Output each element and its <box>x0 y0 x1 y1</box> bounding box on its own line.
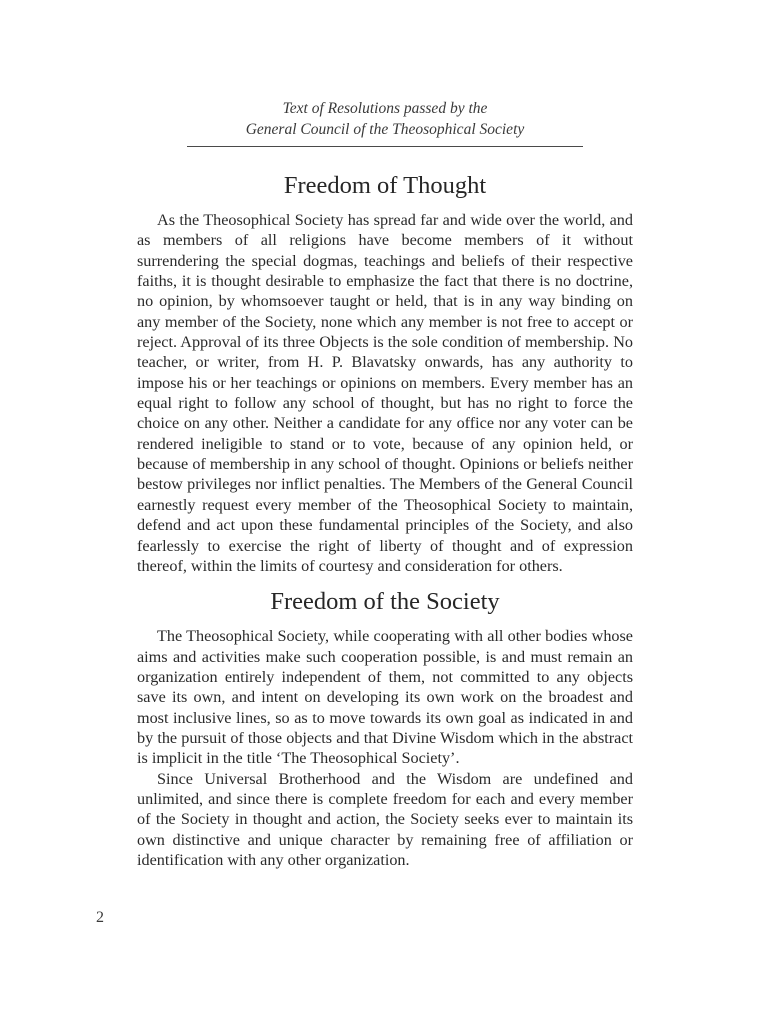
section-title: Freedom of Thought <box>283 172 487 199</box>
running-header <box>187 98 583 140</box>
page-body <box>137 166 633 870</box>
paragraph: The Theosophical Society, while cooperating with all other bodies whose aims and activities make such cooperation possible, is and must remain an organization entirely independent of them, not committed to any objects save its own, and intent on developing its own work on the broadest and most inclusive lines, so as to move towards its own goal as indicated in and by the pursuit of those objects and that Divine Wisdom which in the abstract is implicit in the title ‘The Theosophical Society’. <box>137 627 633 768</box>
paragraph: Since Universal Brotherhood and the Wisdom are undefined and unlimited, and since there is complete freedom for each and every member of the Society in thought and action, the Society seeks ever to maintain its own distinctive and unique character by remaining free of affiliation or identification with any other organization. <box>137 769 633 869</box>
section-freedom-of-the-society <box>137 582 633 870</box>
header-line-1: Text of Resolutions passed by the <box>282 100 488 117</box>
page-number: 2 <box>96 909 104 926</box>
header-line-2: General Council of the Theosophical Society <box>245 121 525 138</box>
section-freedom-of-thought <box>137 166 633 576</box>
paragraph: As the Theosophical Society has spread far and wide over the world, and as members of all religions have become members of it without surrendering the special dogmas, teachings and beliefs of their respective faiths, it is thought desirable to emphasize the fact that there is no doctrine, no opinion, by whomsoever taught or held, that is in any way binding on any member of the Society, none which any member is not free to accept or reject. Approval of its three Objects is the sole condition of membership. No teacher, or writer, from H. P. Blavatsky onwards, has any authority to impose his or her teachings or opinions on members. Every member has an equal right to follow any school of thought, but has no right to force the choice on any other. Neither a candidate for any office nor any voter can be rendered ineligible to stand or to vote, because of any opinion held, or because of membership in any school of thought. Opinions or beliefs neither bestow privileges nor inflict penalties. The Members of the General Council earnestly request every member of the Theosophical Society to maintain, defend and act upon these fundamental principles of the Society, and also fearlessly to exercise the right of liberty of thought and of expression thereof, within the limits of courtesy and consideration for others. <box>137 211 633 575</box>
section-title: Freedom of the Society <box>270 588 500 616</box>
header-rule <box>187 146 583 147</box>
